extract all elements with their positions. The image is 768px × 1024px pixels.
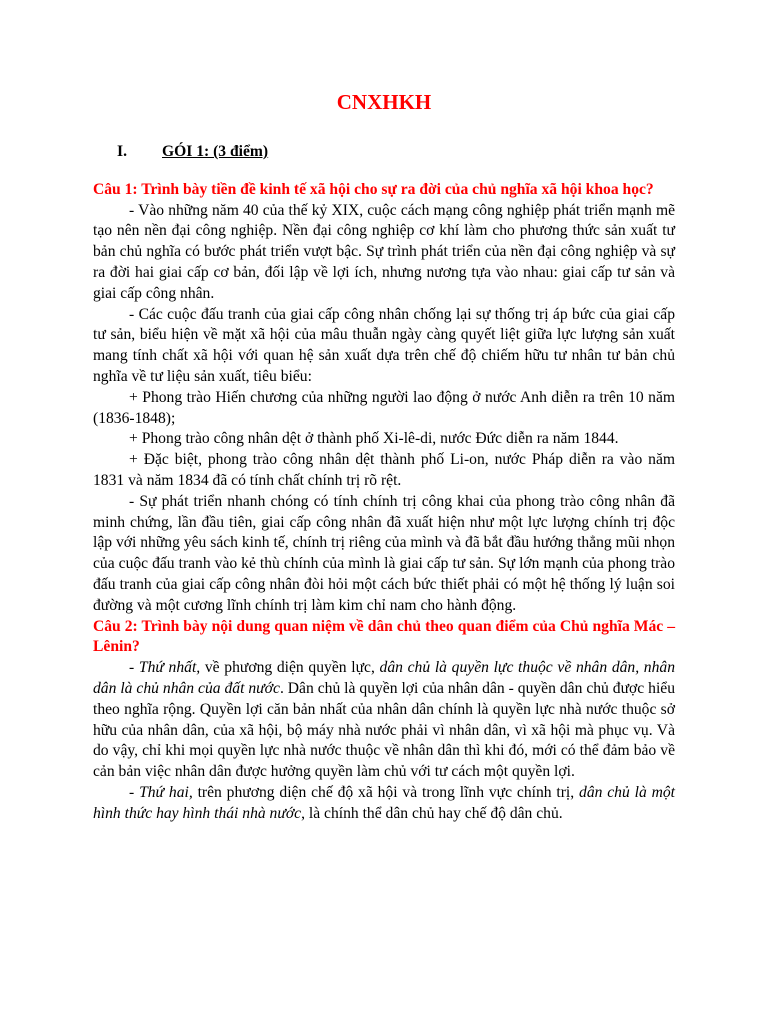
q1-paragraph: - Các cuộc đấu tranh của giai cấp công nhân chống lại sự thống trị áp bức của giai cấp tư sản, biểu hiện về mặt xã hội của mâu thuẫn ngày càng quyết liệt giữa lực lượng sản xuất mang tính chất xã hội với quan hệ sản xuất dựa trên chế độ chiếm hữu tư nhân tư bản chủ nghĩa về tư liệu sản xuất, tiêu biểu: bbox=[93, 305, 675, 385]
q1-paragraph: - Vào những năm 40 của thế kỷ XIX, cuộc cách mạng công nghiệp phát triển mạnh mẽ tạo nên nền đại công nghiệp. Nền đại công nghiệp cơ khí làm cho phương thức sản xuất tư bản chủ nghĩa có bước phát triển vượt bậc. Sự trình phát triển của nền đại công nghiệp và sự ra đời hai giai cấp cơ bản, đối lập về lợi ích, nhưng nương tựa vào nhau: giai cấp tư sản và giai cấp công nhân. bbox=[93, 201, 675, 302]
q1-paragraph: + Đặc biệt, phong trào công nhân dệt thành phố Li-on, nước Pháp diễn ra vào năm 1831 và năm 1834 đã có tính chất chính trị rõ rệt. bbox=[93, 451, 675, 489]
q2-p1-dash: - bbox=[129, 659, 139, 677]
q2-p1-mid: về phương diện quyền lực, bbox=[200, 659, 380, 677]
q2-p2-lead: Thứ hai, bbox=[139, 783, 193, 801]
q2-p2-dash: - bbox=[129, 783, 140, 801]
question-1: Câu 1: Trình bày tiền đề kinh tế xã hội cho sự ra đời của chủ nghĩa xã hội khoa học? bbox=[93, 180, 654, 198]
q2-p1-rest: . Dân chủ là quyền lợi của nhân dân - quyền dân chủ được hiểu theo nghĩa rộng. Quyền lợi căn bản nhất của nhân dân chính là quyền lực nhà nước thuộc sở hữu của nhân dân, của xã hội, bộ máy nhà nước phải vì nhân dân, vì xã hội mà phục vụ. Và do vậy, chỉ khi mọi quyền lực nhà nước thuộc về nhân dân thì khi đó, mới có thể đảm bảo về cản bản việc nhân dân được hưởng quyền làm chủ với tư cách một quyền lợi. bbox=[93, 679, 675, 781]
q2-p2-mid: trên phương diện chế độ xã hội và trong lĩnh vực chính trị, bbox=[192, 783, 580, 801]
section-title: GÓI 1: (3 điểm) bbox=[162, 143, 269, 160]
q2-paragraph-2 bbox=[93, 783, 675, 825]
document-title: CNXHKH bbox=[336, 90, 432, 114]
q1-paragraph: - Sự phát triển nhanh chóng có tính chính trị công khai của phong trào công nhân đã minh chứng, lần đầu tiên, giai cấp công nhân đã xuất hiện như một lực lượng chính trị độc lập với những yêu sách kinh tế, chính trị riêng của mình và đã bắt đầu hướng thẳng mũi nhọn của cuộc đấu tranh vào kẻ thù chính của mình là giai cấp tư sản. Sự lớn mạnh của phong trào đấu tranh của giai cấp công nhân đòi hỏi một cách bức thiết phải có một hệ thống lý luận soi đường và một cương lĩnh chính trị làm kim chỉ nam cho hành động. bbox=[93, 492, 675, 614]
q2-p1-lead: Thứ nhất, bbox=[138, 659, 201, 677]
document-page bbox=[93, 88, 675, 825]
q2-p2-emphasis: dân chủ là một hình thức hay hình thái nhà nước bbox=[93, 783, 676, 822]
q2-paragraph-1 bbox=[93, 658, 675, 783]
section-number: I. bbox=[117, 143, 127, 160]
q1-paragraph: + Phong trào Hiến chương của những người lao động ở nước Anh diễn ra trên 10 năm (1836-1848); bbox=[93, 388, 675, 427]
q1-paragraph: + Phong trào công nhân dệt ở thành phố Xi-lê-di, nước Đức diễn ra năm 1844. bbox=[129, 430, 619, 448]
q2-p1-emphasis: dân chủ là quyền lực thuộc về nhân dân, nhân dân là chủ nhân của đất nước bbox=[93, 659, 675, 697]
section-heading bbox=[93, 142, 675, 163]
question-2: Câu 2: Trình bày nội dung quan niệm về dân chủ theo quan điểm của Chủ nghĩa Mác – Lênin? bbox=[93, 617, 675, 656]
q2-p2-rest: , là chính thể dân chủ hay chế độ dân chủ. bbox=[301, 804, 563, 822]
